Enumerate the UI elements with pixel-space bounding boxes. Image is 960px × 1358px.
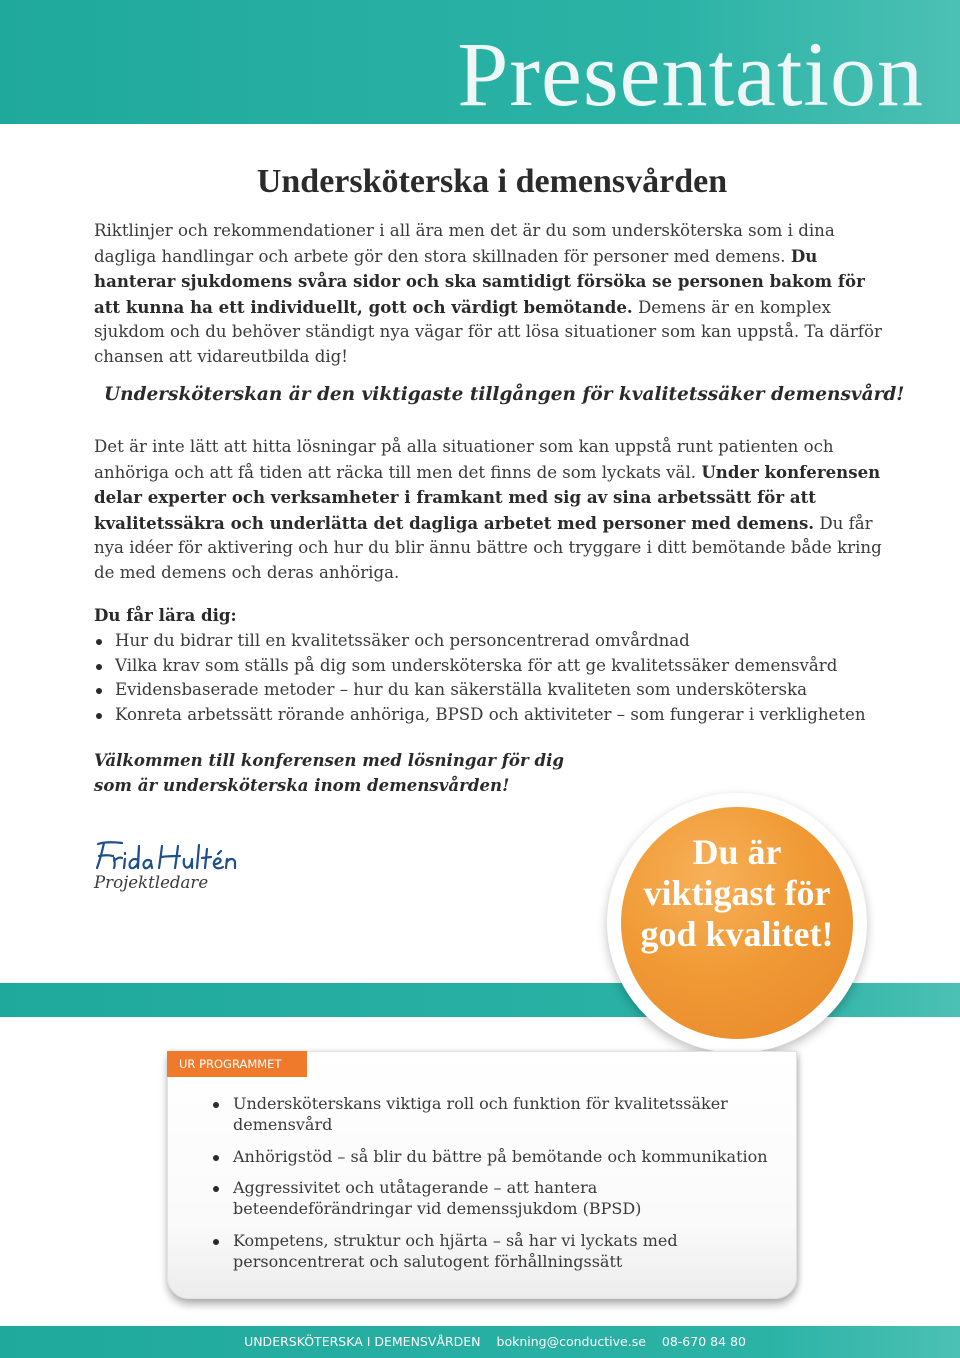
footer-title: UNDERSKÖTERSKA I DEMENSVÅRDEN [244, 1334, 481, 1349]
intro-text-2: Demens är en komplex sjukdom och du behöver ständigt nya vägar för att lösa situationer som kan uppstå. Ta därför chansen att vidareutbilda dig! [94, 297, 882, 366]
welcome-line-1: Välkommen till konferensen med lösningar för dig [94, 750, 565, 770]
conference-paragraph [94, 435, 894, 585]
list-item: Undersköterskans viktiga roll och funktion för kvalitetssäker demensvård [211, 1093, 771, 1135]
list-item: Kompetens, struktur och hjärta – så har vi lyckats med personcentrerat och salutogent förhållningssätt [211, 1230, 771, 1272]
highlight-statement: Undersköterskan är den viktigaste tillgången för kvalitetssäker demensvård! [104, 384, 905, 405]
conference-text-2: Du får nya idéer för aktivering och hur du blir ännu bättre och tryggare i ditt bemötande både kring de med demens och deras anhöriga. [94, 513, 882, 582]
list-item: Aggressivitet och utåtagerande – att hantera beteendeförändringar vid demenssjukdom (BPSD) [211, 1177, 771, 1219]
intro-text-bold: Du hanterar sjukdomens svåra sidor och ska samtidigt försöka se personen bakom för att kunna ha ett individuellt, gott och värdigt bemötande. [94, 245, 865, 317]
intro-text-1: Riktlinjer och rekommendationer i all ära men det är du som undersköterska som i dina dagliga handlingar och arbete gör den stora skillnaden för personer med demens. [94, 221, 835, 266]
list-item: Vilka krav som ställs på dig som undersköterska för att ge kvalitetssäker demensvård [94, 654, 914, 679]
signature-role: Projektledare [94, 873, 209, 892]
page-title: Presentation [457, 23, 924, 125]
conference-text-bold: Under konferensen delar experter och verksamheter i framkant med sig av sina arbetssätt för att kvalitetssäkra och underlätta det dagliga arbetet med personer med demens. [94, 461, 881, 533]
badge-line-2: viktigast för [643, 873, 831, 913]
conference-text-1: Det är inte lätt att hitta lösningar på alla situationer som kan uppstå runt patienten och anhöriga och att få tiden att räcka till men det finns de som lyckats väl. [94, 437, 834, 482]
footer-phone: 08-670 84 80 [661, 1334, 746, 1349]
badge-text [621, 832, 853, 955]
signature-image [92, 834, 242, 874]
intro-paragraph [94, 219, 894, 369]
badge-line-1: Du är [692, 832, 782, 872]
learn-heading: Du får lära dig: [94, 605, 237, 625]
badge-line-3: god kvalitet! [640, 914, 834, 954]
list-item: Hur du bidrar till en kvalitetssäker och personcentrerad omvårdnad [94, 629, 914, 654]
program-list [211, 1093, 771, 1282]
list-item: Konreta arbetssätt rörande anhöriga, BPSD och aktiviteter – som fungerar i verkligheten [94, 703, 914, 728]
list-item: Evidensbaserade metoder – hur du kan säkerställa kvaliteten som undersköterska [94, 678, 914, 703]
footer-email-link[interactable]: bokning@conductive.se [496, 1334, 646, 1349]
program-tab-label: UR PROGRAMMET [167, 1051, 307, 1077]
learn-list [94, 629, 914, 727]
main-heading: Undersköterska i demensvården [256, 163, 728, 200]
welcome-line-2: som är undersköterska inom demensvården! [94, 774, 510, 795]
welcome-text [94, 748, 654, 797]
footer [0, 1326, 960, 1358]
list-item: Anhörigstöd – så blir du bättre på bemötande och kommunikation [211, 1146, 771, 1167]
